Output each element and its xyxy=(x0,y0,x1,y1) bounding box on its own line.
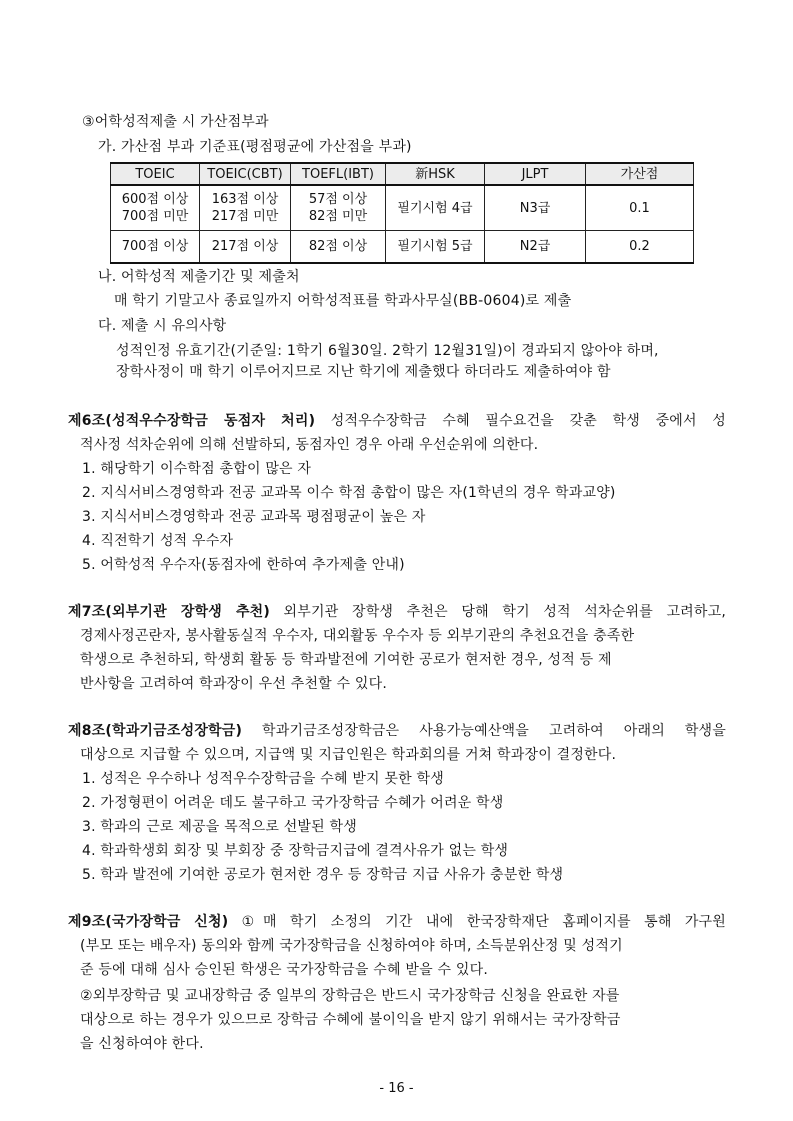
cell-hsk: 필기시험 4급 xyxy=(386,185,485,231)
header-toefl-ibt: TOEFL(IBT) xyxy=(291,163,386,185)
table-row xyxy=(111,185,694,231)
cell-line: 57점 이상 xyxy=(308,192,368,207)
score-bonus-table xyxy=(110,162,694,264)
cell-line: 163점 이상 xyxy=(211,192,279,207)
article9-first-line xyxy=(68,912,726,932)
article8-text: 대상으로 지급할 수 있으며, 지급액 및 지급인원은 학과회의를 거쳐 학과장이 결정한다. xyxy=(80,747,617,763)
article6-first-line xyxy=(68,411,726,431)
list-item: 5. 학과 발전에 기여한 공로가 현저한 경우 등 장학금 지급 사유가 충분한 학생 xyxy=(82,867,564,883)
cell-jlpt: N2급 xyxy=(485,231,586,264)
article7-text: 학생으로 추천하되, 학생회 활동 등 학과발전에 기여한 공로가 현저한 경우, 성적 등 제 xyxy=(80,652,612,668)
article7-text: 반사항을 고려하여 학과장이 우선 추천할 수 있다. xyxy=(80,676,388,692)
list-item: 2. 지식서비스경영학과 전공 교과목 이수 학점 총합이 많은 자(1학년의 경우 학과교양) xyxy=(82,485,616,501)
article7-text: 외부기관 장학생 추천은 당해 학기 성적 석차순위를 고려하고, xyxy=(283,604,726,620)
header-toeic: TOEIC xyxy=(111,163,200,185)
article7-first-line xyxy=(68,602,726,622)
list-item: 3. 지식서비스경영학과 전공 교과목 평점평균이 높은 자 xyxy=(82,509,426,525)
subsection-na: 나. 어학성적 제출기간 및 제출처 xyxy=(98,269,300,285)
article8-text: 학과기금조성장학금은 사용가능예산액을 고려하여 아래의 학생을 xyxy=(262,723,727,739)
article6-title: 제6조(성적우수장학금 동점자 처리) xyxy=(68,413,316,429)
page-number: - 16 - xyxy=(379,1081,414,1096)
cell-line: 600점 이상 xyxy=(121,192,189,207)
cell-toeic-cbt xyxy=(200,185,291,231)
cell-points: 0.2 xyxy=(586,231,694,264)
header-toeic-cbt: TOEIC(CBT) xyxy=(200,163,291,185)
article7-title: 제7조(외부기관 장학생 추천) xyxy=(68,604,271,620)
list-item: 1. 해당학기 이수학점 총합이 많은 자 xyxy=(82,461,312,477)
article9-text: (부모 또는 배우자) 동의와 함께 국가장학금을 신청하여야 하며, 소득분위산정 및 성적기 xyxy=(80,938,623,954)
header-hsk: 新HSK xyxy=(386,163,485,185)
list-item: 4. 학과학생회 회장 및 부회장 중 장학금지급에 결격사유가 없는 학생 xyxy=(82,843,509,859)
header-points: 가산점 xyxy=(586,163,694,185)
list-item: 4. 직전학기 성적 우수자 xyxy=(82,533,234,549)
article6-text: 성적우수장학금 수혜 필수요건을 갖춘 학생 중에서 성 xyxy=(330,413,727,429)
article6-text: 적사정 석차순위에 의해 선발하되, 동점자인 경우 아래 우선순위에 의한다. xyxy=(80,437,539,453)
table-row xyxy=(111,231,694,264)
list-item: 3. 학과의 근로 제공을 목적으로 선발된 학생 xyxy=(82,819,357,835)
subsection-da: 다. 제출 시 유의사항 xyxy=(98,318,227,334)
cell-toeic-cbt: 217점 이상 xyxy=(200,231,291,264)
cell-toeic: 700점 이상 xyxy=(111,231,200,264)
cell-points: 0.1 xyxy=(586,185,694,231)
table-header-row xyxy=(111,163,694,185)
cell-jlpt: N3급 xyxy=(485,185,586,231)
list-item: 1. 성적은 우수하나 성적우수장학금을 수혜 받지 못한 학생 xyxy=(82,771,444,787)
list-item: 2. 가정형편이 어려운 데도 불구하고 국가장학금 수혜가 어려운 학생 xyxy=(82,795,504,811)
subsection-da-text: 성적인정 유효기간(기준일: 1학기 6월30일. 2학기 12월31일)이 경과되지 않아야 하며, xyxy=(116,343,659,359)
article9-text: ①매 학기 소정의 기간 내에 한국장학재단 홈페이지를 통해 가구원 xyxy=(241,914,727,930)
subsection-ga: 가. 가산점 부과 기준표(평점평균에 가산점을 부과) xyxy=(98,139,412,155)
article9-text: ②외부장학금 및 교내장학금 중 일부의 장학금은 반드시 국가장학금 신청을 완료한 자를 xyxy=(80,988,620,1004)
cell-line: 217점 미만 xyxy=(211,209,279,224)
header-jlpt: JLPT xyxy=(485,163,586,185)
list-item: 5. 어학성적 우수자(동점자에 한하여 추가제출 안내) xyxy=(82,557,405,573)
cell-hsk: 필기시험 5급 xyxy=(386,231,485,264)
article9-text: 을 신청하여야 한다. xyxy=(80,1036,204,1052)
section-heading: ③어학성적제출 시 가산점부과 xyxy=(82,114,269,130)
article9-text: 대상으로 하는 경우가 있으므로 장학금 수혜에 불이익을 받지 않기 위해서는 국가장학금 xyxy=(80,1012,621,1028)
subsection-da-text: 장학사정이 매 학기 이루어지므로 지난 학기에 제출했다 하더라도 제출하여야 함 xyxy=(116,364,611,380)
cell-toeic xyxy=(111,185,200,231)
cell-toefl-ibt xyxy=(291,185,386,231)
article8-title: 제8조(학과기금조성장학금) xyxy=(68,723,243,739)
cell-line: 82점 미만 xyxy=(308,209,368,224)
cell-toefl-ibt: 82점 이상 xyxy=(291,231,386,264)
article9-text: 준 등에 대해 심사 승인된 학생은 국가장학금을 수혜 받을 수 있다. xyxy=(80,962,488,978)
article9-title: 제9조(국가장학금 신청) xyxy=(68,914,229,930)
subsection-na-text: 매 학기 기말고사 종료일까지 어학성적표를 학과사무실(BB-0604)로 제출 xyxy=(114,293,572,309)
article8-first-line xyxy=(68,721,726,741)
cell-line: 700점 미만 xyxy=(121,209,189,224)
article7-text: 경제사정곤란자, 봉사활동실적 우수자, 대외활동 우수자 등 외부기관의 추천요건을 충족한 xyxy=(80,628,635,644)
